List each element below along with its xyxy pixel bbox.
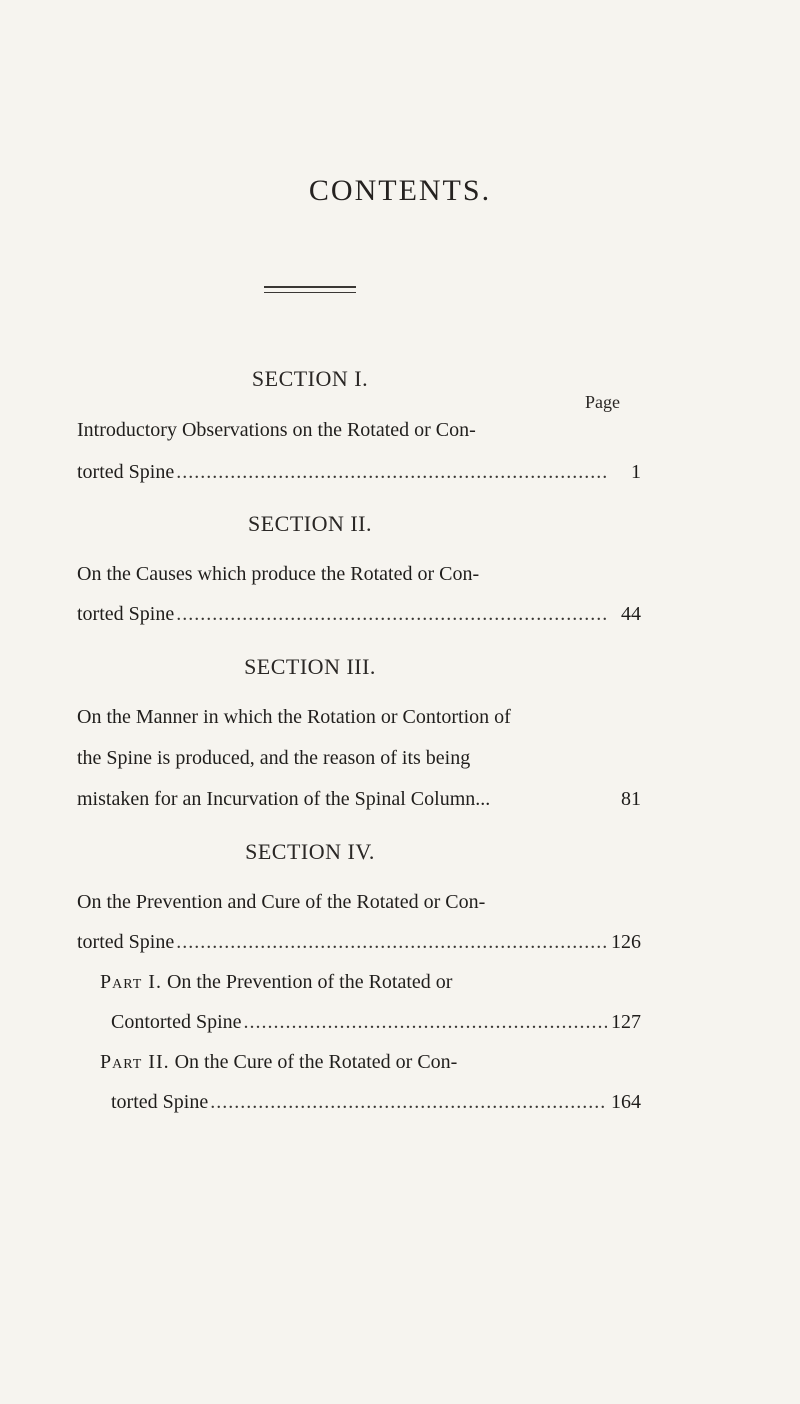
section-4-entry-text: torted Spine bbox=[77, 931, 175, 953]
part-1-entry-text: Contorted Spine bbox=[111, 1011, 242, 1033]
section-3-heading: SECTION III. bbox=[244, 654, 376, 679]
section-2-entry-text: torted Spine bbox=[77, 603, 175, 625]
section-3-line-1: On the Manner in which the Rotation or Contortion of bbox=[77, 706, 511, 728]
section-3-line-2: the Spine is produced, and the reason of its being bbox=[77, 747, 471, 769]
part-1-page-number: 127 bbox=[611, 1011, 641, 1033]
part-2-line-1 bbox=[100, 1050, 457, 1074]
part-1-title: On the Prevention of the Rotated or bbox=[166, 971, 453, 993]
part-1-label: Part I. bbox=[100, 971, 162, 993]
section-1-entry bbox=[77, 460, 641, 484]
page-column-label: Page bbox=[585, 392, 620, 412]
page-title: CONTENTS. bbox=[308, 174, 492, 207]
section-1-line-1: Introductory Observations on the Rotated or Con- bbox=[77, 419, 476, 441]
part-2-title: On the Cure of the Rotated or Con- bbox=[174, 1051, 458, 1073]
part-1-entry bbox=[111, 1010, 641, 1034]
section-2-heading: SECTION II. bbox=[247, 511, 373, 536]
section-4-heading: SECTION IV. bbox=[245, 839, 375, 864]
section-2-page-number: 44 bbox=[621, 603, 641, 625]
section-1-page-number: 1 bbox=[631, 461, 641, 483]
dot-leader bbox=[176, 602, 607, 626]
title-rule-thick bbox=[264, 286, 356, 288]
dot-leader bbox=[210, 1090, 607, 1114]
part-2-entry-text: torted Spine bbox=[111, 1091, 209, 1113]
section-1-heading: SECTION I. bbox=[251, 366, 369, 391]
section-2-line-1: On the Causes which produce the Rotated or Con- bbox=[77, 563, 480, 585]
section-4-page-number: 126 bbox=[611, 931, 641, 953]
dot-leader bbox=[176, 930, 607, 954]
part-2-label: Part II. bbox=[100, 1051, 170, 1073]
section-3-entry-text: mistaken for an Incurvation of the Spinal Column... bbox=[77, 788, 491, 810]
section-4-entry bbox=[77, 930, 641, 954]
part-2-page-number: 164 bbox=[611, 1091, 641, 1113]
section-1-entry-text: torted Spine bbox=[77, 461, 175, 483]
dot-leader bbox=[244, 1010, 607, 1034]
title-rule-thin bbox=[264, 292, 356, 293]
section-2-entry bbox=[77, 602, 641, 626]
section-3-entry bbox=[77, 787, 641, 811]
section-4-line-1: On the Prevention and Cure of the Rotated or Con- bbox=[77, 891, 486, 913]
part-1-line-1 bbox=[100, 970, 452, 994]
part-2-entry bbox=[111, 1090, 641, 1114]
dot-leader bbox=[176, 460, 607, 484]
section-3-page-number: 81 bbox=[621, 788, 641, 810]
